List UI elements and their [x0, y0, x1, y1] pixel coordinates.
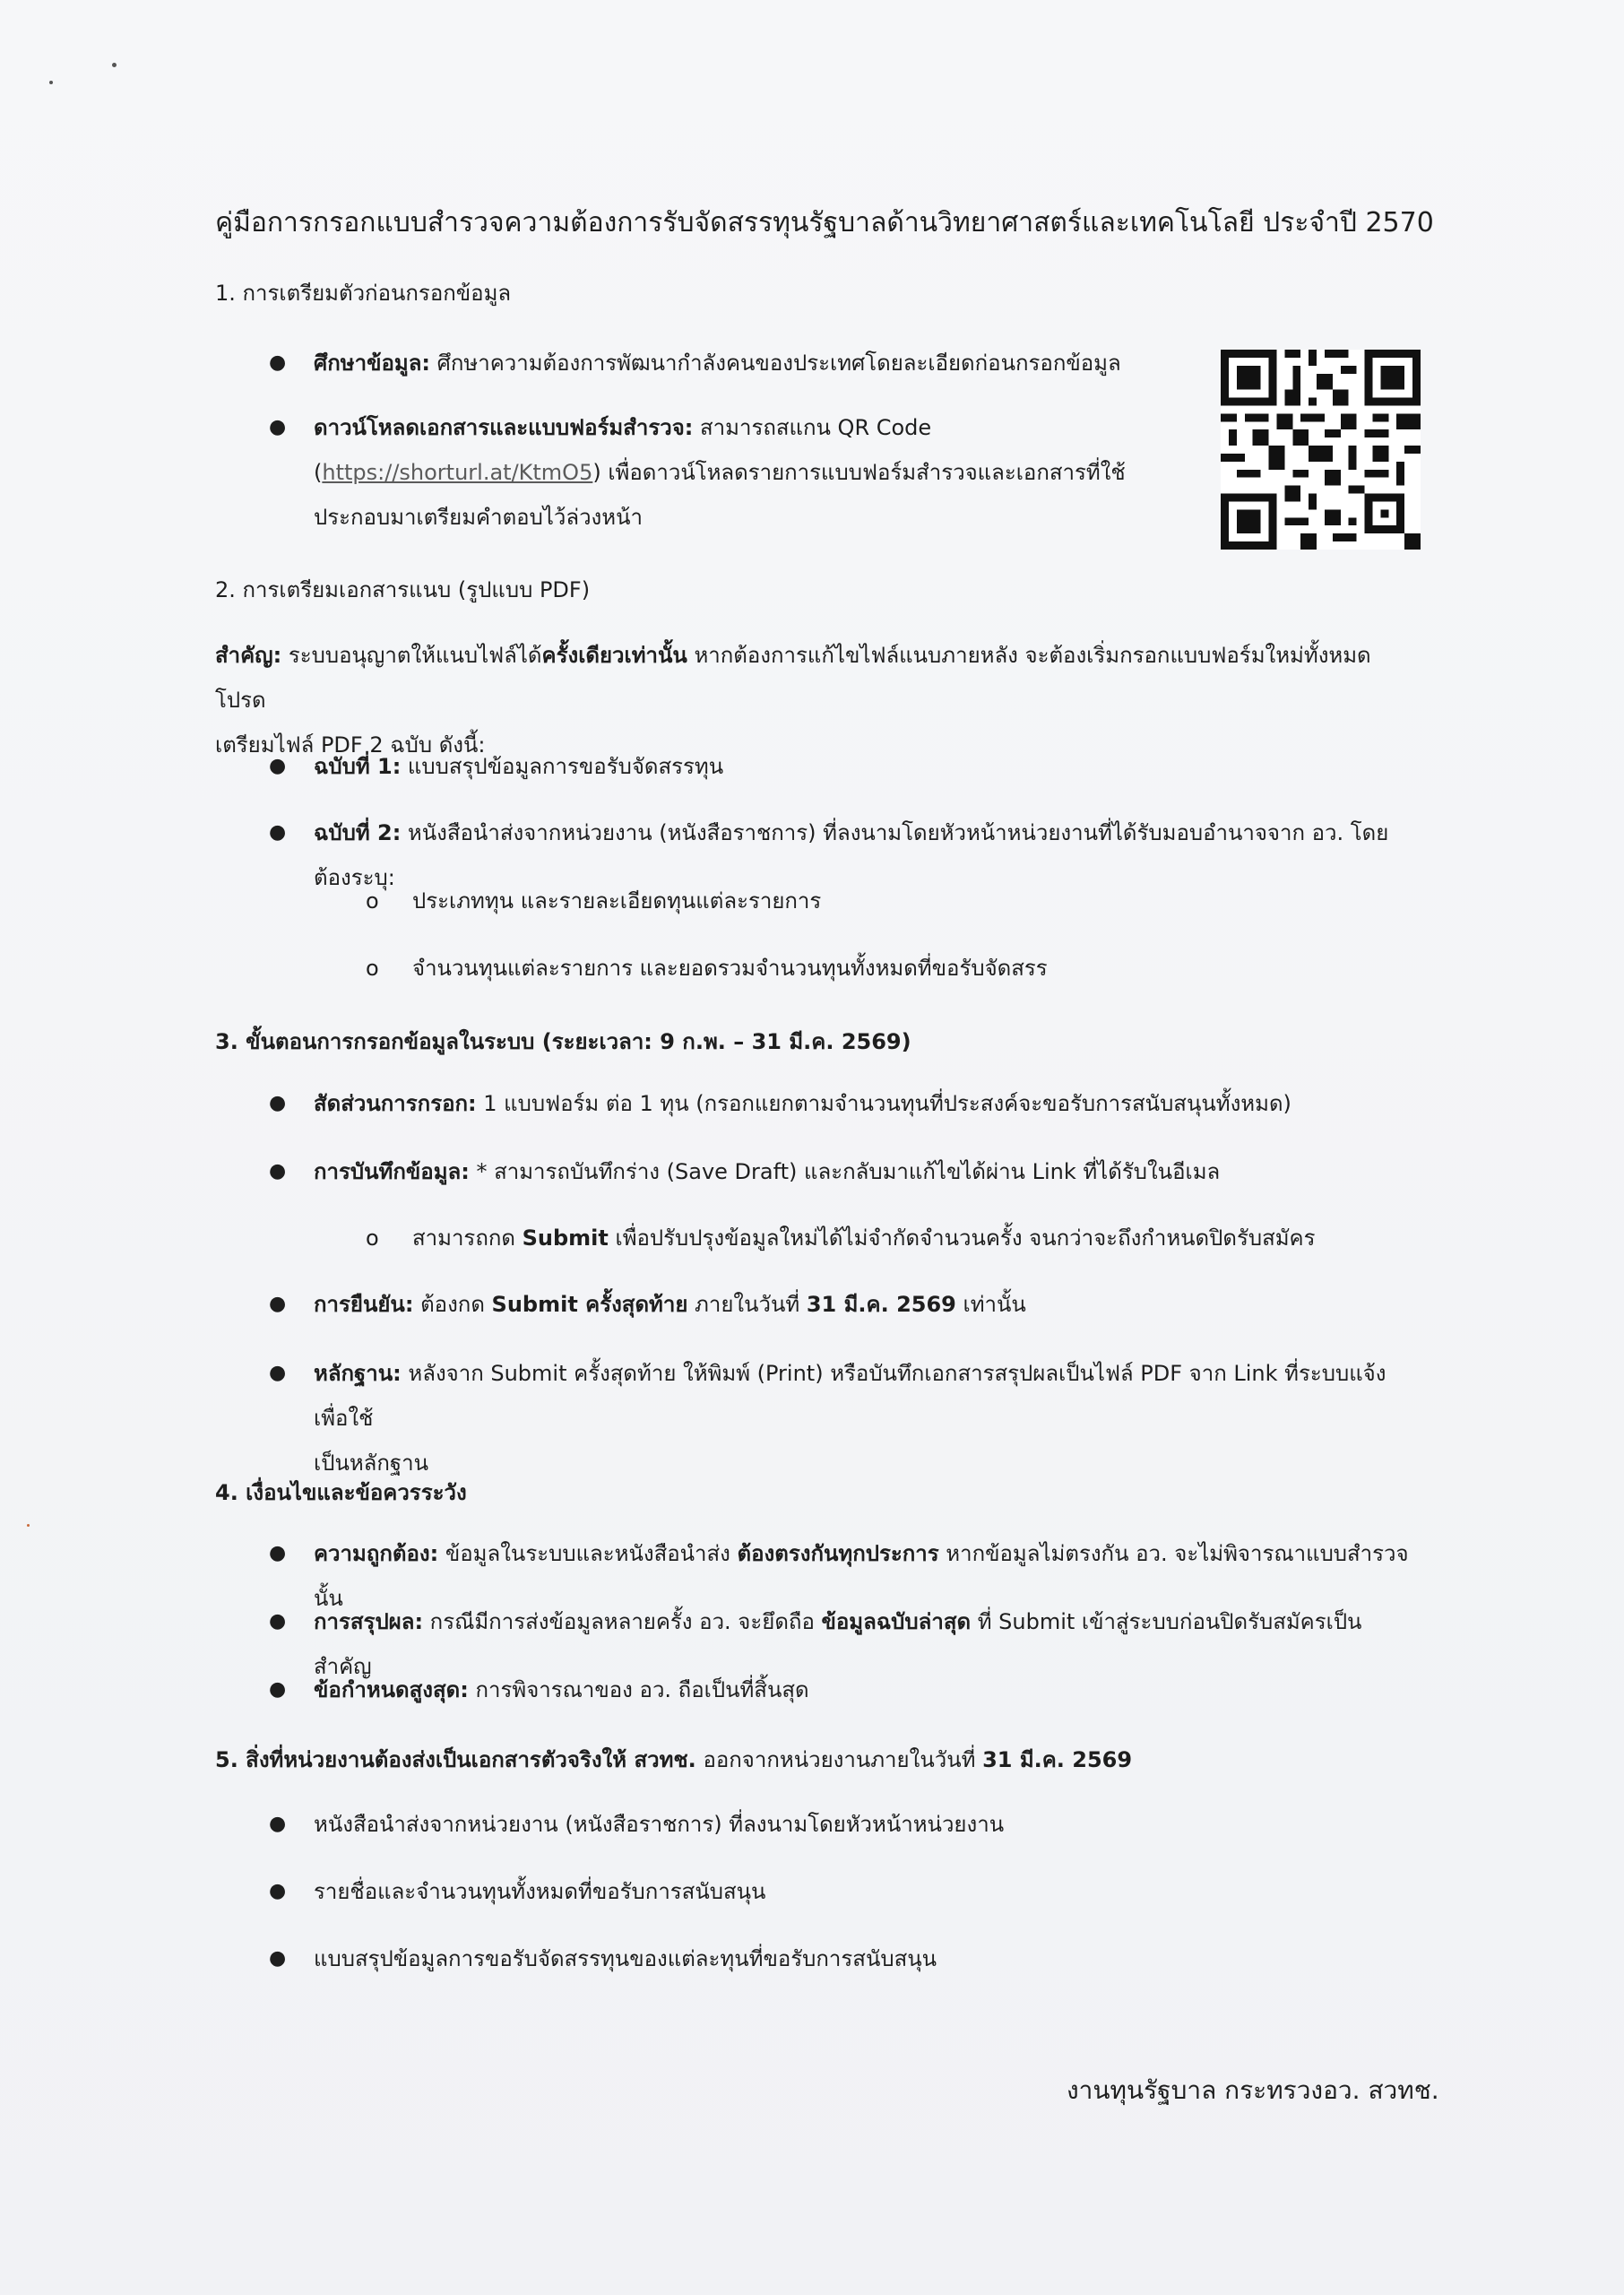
- item-text-after: ) เพื่อดาวน์โหลดรายการแบบฟอร์มสำรวจและเอกสารที่ใช้: [592, 460, 1126, 485]
- circle-bullet-icon: o: [366, 1225, 379, 1251]
- sub-item-text: สามารถกด: [412, 1225, 523, 1251]
- bullet-icon: ●: [269, 1678, 287, 1701]
- scan-speck: [49, 81, 53, 84]
- sub-item-text-2: เพื่อปรับปรุงข้อมูลใหม่ได้ไม่จำกัดจำนวนครั้ง จนกว่าจะถึงกำหนดปิดรับสมัคร: [608, 1225, 1316, 1251]
- item-bold: Submit ครั้งสุดท้าย: [491, 1292, 688, 1317]
- item-text: แบบสรุปข้อมูลการขอรับจัดสรรทุนของแต่ละทุนที่ขอรับการสนับสนุน: [314, 1946, 937, 1971]
- sub-list-item: [366, 879, 1398, 923]
- bullet-icon: ●: [269, 821, 287, 844]
- section-2-heading: 2. การเตรียมเอกสารแนบ (รูปแบบ PDF): [215, 577, 591, 602]
- sub-list-item: [366, 1216, 1398, 1260]
- item-date: 31 มี.ค. 2569: [806, 1292, 956, 1317]
- section-4-heading: 4. เงื่อนไขและข้อควรระวัง: [215, 1480, 467, 1505]
- item-text-line2: เป็นหลักฐาน: [314, 1451, 429, 1476]
- section-5-heading-bold: 5. สิ่งที่หน่วยงานต้องส่งเป็นเอกสารตัวจริงให้ สวทช.: [215, 1747, 696, 1772]
- item-text: การพิจารณาของ อว. ถือเป็นที่สิ้นสุด: [468, 1677, 809, 1702]
- item-label: การสรุปผล:: [314, 1609, 424, 1634]
- bullet-icon: ●: [269, 1362, 287, 1384]
- item-text: ศึกษาความต้องการพัฒนากำลังคนของประเทศโดยละเอียดก่อนกรอกข้อมูล: [430, 351, 1121, 376]
- item-label: ความถูกต้อง:: [314, 1541, 439, 1566]
- list-item: [269, 1802, 1416, 1847]
- item-label: ฉบับที่ 2:: [314, 820, 402, 845]
- item-text: กรณีมีการส่งข้อมูลหลายครั้ง อว. จะยึดถือ: [423, 1609, 822, 1634]
- item-text-line3: ประกอบมาเตรียมคำตอบไว้ล่วงหน้า: [314, 505, 643, 530]
- document-title: คู่มือการกรอกแบบสำรวจความต้องการรับจัดสรรทุนรัฐบาลด้านวิทยาศาสตร์และเทคโนโลยี ประจำปี 2570: [215, 207, 1434, 238]
- item-label: การบันทึกข้อมูล:: [314, 1159, 470, 1184]
- item-text-2: หากข้อมูลไม่ตรงกัน อว. จะไม่พิจารณาแบบสำรวจนั้น: [314, 1541, 1409, 1611]
- item-label: ศึกษาข้อมูล:: [314, 351, 431, 376]
- item-text-2: ที่ Submit เข้าสู่ระบบก่อนปิดรับสมัครเป็นสำคัญ: [314, 1609, 1362, 1679]
- item-text: * สามารถบันทึกร่าง (Save Draft) และกลับมาแก้ไขได้ผ่าน Link ที่ได้รับในอีเมล: [469, 1159, 1221, 1184]
- qr-code-icon[interactable]: [1221, 350, 1421, 550]
- item-text-3: เท่านั้น: [955, 1292, 1026, 1317]
- item-bold: ต้องตรงกันทุกประการ: [737, 1541, 939, 1566]
- important-line-2: เตรียมไฟล์ PDF 2 ฉบับ ดังนี้:: [215, 732, 486, 758]
- bullet-icon: ●: [269, 1947, 287, 1970]
- section-5-heading: [215, 1742, 1132, 1777]
- important-text: ระบบอนุญาตให้แนบไฟล์ได้: [281, 643, 542, 668]
- section-1-heading: 1. การเตรียมตัวก่อนกรอกข้อมูล: [215, 281, 512, 306]
- item-text: ข้อมูลในระบบและหนังสือนำส่ง: [438, 1541, 738, 1566]
- item-label: ข้อกำหนดสูงสุด:: [314, 1677, 469, 1702]
- circle-bullet-icon: o: [366, 956, 379, 981]
- item-text: หนังสือนำส่งจากหน่วยงาน (หนังสือราชการ) ที่ลงนามโดยหัวหน้าหน่วยงานที่ได้รับมอบอำนาจจาก อว. โดยต้องระบุ:: [314, 820, 1389, 890]
- item-label: สัดส่วนการกรอก:: [314, 1091, 477, 1116]
- sub-list-item: [366, 946, 1398, 991]
- item-text-2: ภายในวันที่: [687, 1292, 807, 1317]
- item-label: หลักฐาน:: [314, 1361, 402, 1386]
- item-label: ดาวน์โหลดเอกสารและแบบฟอร์มสำรวจ:: [314, 415, 694, 440]
- item-text: หลังจาก Submit ครั้งสุดท้าย ให้พิมพ์ (Print) หรือบันทึกเอกสารสรุปผลเป็นไฟล์ PDF จาก Link ที่ระบบแจ้งเพื่อใช้: [314, 1361, 1386, 1431]
- list-item: [269, 1869, 1416, 1914]
- bullet-icon: ●: [269, 1610, 287, 1632]
- bullet-icon: ●: [269, 1160, 287, 1182]
- paren-open: (: [314, 460, 323, 485]
- important-label: สำคัญ:: [215, 643, 282, 668]
- section-5-heading-text: ออกจากหน่วยงานภายในวันที่: [695, 1747, 983, 1772]
- download-link[interactable]: https://shorturl.at/KtmO5: [322, 460, 593, 485]
- list-item: [269, 405, 1192, 540]
- sub-item-text: ประเภททุน และรายละเอียดทุนแต่ละรายการ: [412, 888, 822, 914]
- section-3-heading: 3. ขั้นตอนการกรอกข้อมูลในระบบ (ระยะเวลา: 9 ก.พ. – 31 มี.ค. 2569): [215, 1029, 911, 1054]
- scan-speck: [27, 1524, 30, 1527]
- bullet-icon: ●: [269, 1542, 287, 1564]
- item-text: สามารถสแกน QR Code: [693, 415, 932, 440]
- bullet-icon: ●: [269, 416, 287, 438]
- list-item: [269, 1081, 1416, 1126]
- list-item: [269, 1149, 1416, 1194]
- sub-item-text: จำนวนทุนแต่ละรายการ และยอดรวมจำนวนทุนทั้งหมดที่ขอรับจัดสรร: [412, 956, 1048, 981]
- bullet-icon: ●: [269, 1092, 287, 1114]
- list-item: [269, 1282, 1416, 1327]
- item-text: 1 แบบฟอร์ม ต่อ 1 ทุน (กรอกแยกตามจำนวนทุนที่ประสงค์จะขอรับการสนับสนุนทั้งหมด): [476, 1091, 1291, 1116]
- list-item: [269, 1351, 1416, 1485]
- item-bold: ข้อมูลฉบับล่าสุด: [821, 1609, 972, 1634]
- important-bold: ครั้งเดียวเท่านั้น: [541, 643, 687, 668]
- item-text: รายชื่อและจำนวนทุนทั้งหมดที่ขอรับการสนับสนุน: [314, 1879, 766, 1904]
- section-5-heading-date: 31 มี.ค. 2569: [982, 1747, 1133, 1772]
- list-item: [269, 1667, 1416, 1712]
- circle-bullet-icon: o: [366, 888, 379, 914]
- list-item: [269, 744, 1416, 789]
- scan-speck: [112, 63, 117, 67]
- important-text-2: หากต้องการแก้ไขไฟล์แนบภายหลัง จะต้องเริ่มกรอกแบบฟอร์มใหม่ทั้งหมด โปรด: [215, 643, 1371, 713]
- bullet-icon: ●: [269, 755, 287, 777]
- list-item: [269, 1936, 1416, 1981]
- bullet-icon: ●: [269, 1880, 287, 1902]
- item-text: แบบสรุปข้อมูลการขอรับจัดสรรทุน: [401, 754, 724, 779]
- bullet-icon: ●: [269, 351, 287, 374]
- bullet-icon: ●: [269, 1813, 287, 1835]
- bullet-icon: ●: [269, 1293, 287, 1315]
- footer-signature: งานทุนรัฐบาล กระทรวงอว. สวทช.: [1067, 2075, 1439, 2105]
- sub-item-bold: Submit: [522, 1225, 609, 1251]
- item-text: หนังสือนำส่งจากหน่วยงาน (หนังสือราชการ) ที่ลงนามโดยหัวหน้าหน่วยงาน: [314, 1812, 1005, 1837]
- item-label: การยืนยัน:: [314, 1292, 414, 1317]
- item-label: ฉบับที่ 1:: [314, 754, 402, 779]
- item-text: ต้องกด: [413, 1292, 492, 1317]
